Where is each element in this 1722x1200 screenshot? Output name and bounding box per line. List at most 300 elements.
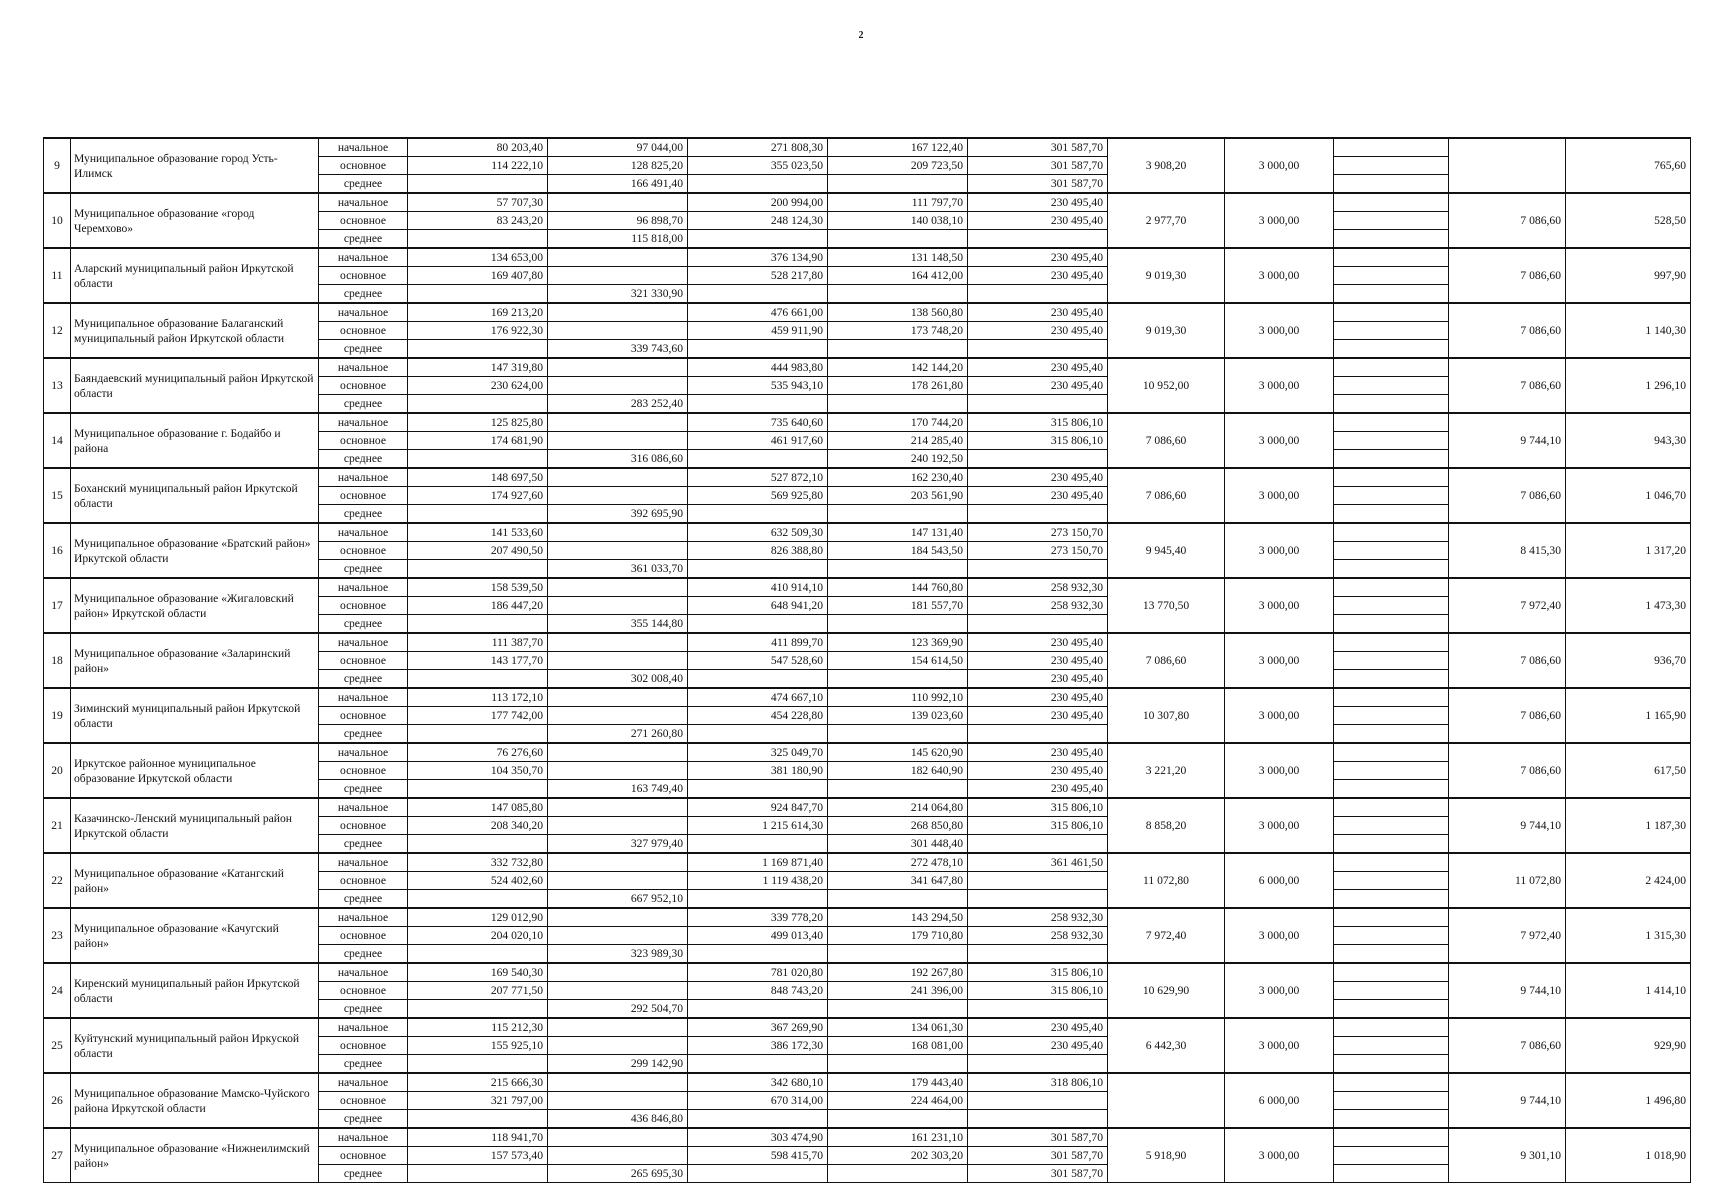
value-cell-c2: 323 989,30 [548, 944, 688, 963]
value-cell-c1: 215 666,30 [408, 1073, 548, 1092]
summary-cell-c7: 3 000,00 [1225, 468, 1334, 523]
value-cell-c1 [408, 669, 548, 688]
municipality-name: Зиминский муниципальный район Иркутской области [71, 688, 319, 743]
value-cell-c2 [548, 872, 688, 890]
value-cell-c5 [968, 504, 1108, 523]
value-cell-c4: 170 744,20 [828, 413, 968, 432]
value-cell-c1: 208 340,20 [408, 817, 548, 835]
row-number: 27 [44, 1128, 71, 1183]
value-cell-c1 [408, 559, 548, 578]
value-cell-c2: 339 743,60 [548, 339, 688, 358]
summary-cell-c9: 7 086,60 [1449, 1018, 1566, 1073]
inner-box [1334, 414, 1448, 432]
summary-cell-c7: 3 000,00 [1225, 358, 1334, 413]
value-cell-c5: 273 150,70 [968, 523, 1108, 542]
value-cell-c2: 436 846,80 [548, 1109, 688, 1128]
value-cell-c1 [408, 1165, 548, 1183]
education-level: основное [319, 652, 408, 670]
summary-cell-c10: 936,70 [1566, 633, 1691, 688]
value-cell-c4: 123 369,90 [828, 633, 968, 652]
summary-cell-c10: 929,90 [1566, 1018, 1691, 1073]
row-number: 18 [44, 633, 71, 688]
value-cell-c1: 114 222,10 [408, 157, 548, 175]
inner-box [1334, 542, 1448, 560]
education-level: среднее [319, 229, 408, 248]
inner-box [1334, 835, 1448, 852]
summary-cell-c9: 9 744,10 [1449, 963, 1566, 1018]
value-cell-c5 [968, 999, 1108, 1018]
value-cell-c1 [408, 1109, 548, 1128]
value-cell-c2 [548, 542, 688, 560]
value-cell-c4: 134 061,30 [828, 1018, 968, 1037]
value-cell-c2 [548, 578, 688, 597]
summary-cell-c9: 7 086,60 [1449, 248, 1566, 303]
summary-cell-c9: 7 086,60 [1449, 688, 1566, 743]
value-cell-c2 [548, 597, 688, 615]
value-cell-c5 [968, 284, 1108, 303]
row-number: 25 [44, 1018, 71, 1073]
value-cell-c5: 318 806,10 [968, 1073, 1108, 1092]
value-cell-c1: 113 172,10 [408, 688, 548, 707]
summary-cell-c6: 3 221,20 [1108, 743, 1225, 798]
inner-box [1334, 652, 1448, 670]
value-cell-c3: 1 169 871,40 [688, 853, 828, 872]
inner-box [1334, 395, 1448, 412]
value-cell-c1: 104 350,70 [408, 762, 548, 780]
value-cell-c5 [968, 889, 1108, 908]
value-cell-c3: 1 215 614,30 [688, 817, 828, 835]
value-cell-c1: 147 319,80 [408, 358, 548, 377]
municipality-name: Муниципальное образование «Жигаловский район» Иркутской области [71, 578, 319, 633]
inner-box [1334, 432, 1448, 450]
table-body [44, 138, 1691, 1183]
value-cell-c3: 411 899,70 [688, 633, 828, 652]
summary-cell-c7: 3 000,00 [1225, 248, 1334, 303]
value-cell-c5 [968, 394, 1108, 413]
education-level: среднее [319, 339, 408, 358]
summary-cell-c6: 3 908,20 [1108, 138, 1225, 193]
value-cell-c5: 230 495,40 [968, 688, 1108, 707]
value-cell-c5: 230 495,40 [968, 707, 1108, 725]
value-cell-c2 [548, 193, 688, 212]
value-cell-c1: 155 925,10 [408, 1037, 548, 1055]
inner-box [1334, 872, 1448, 890]
value-cell-c2: 292 504,70 [548, 999, 688, 1018]
value-cell-c3 [688, 339, 828, 358]
summary-cell-c10: 1 496,80 [1566, 1073, 1691, 1128]
value-cell-c5: 230 495,40 [968, 633, 1108, 652]
row-number: 17 [44, 578, 71, 633]
summary-cell-c7: 3 000,00 [1225, 688, 1334, 743]
inner-box-cell [1334, 1018, 1449, 1073]
value-cell-c3: 781 020,80 [688, 963, 828, 982]
value-cell-c5 [968, 834, 1108, 853]
value-cell-c1: 118 941,70 [408, 1128, 548, 1147]
value-cell-c3: 547 528,60 [688, 652, 828, 670]
value-cell-c3: 367 269,90 [688, 1018, 828, 1037]
education-level: среднее [319, 449, 408, 468]
value-cell-c5: 230 495,40 [968, 779, 1108, 798]
summary-cell-c10: 765,60 [1566, 138, 1691, 193]
inner-box-cell [1334, 523, 1449, 578]
value-cell-c2: 271 260,80 [548, 724, 688, 743]
value-cell-c1 [408, 834, 548, 853]
value-cell-c3: 342 680,10 [688, 1073, 828, 1092]
value-cell-c2 [548, 1128, 688, 1147]
value-cell-c3: 355 023,50 [688, 157, 828, 175]
inner-box-cell [1334, 1128, 1449, 1183]
inner-box [1334, 597, 1448, 615]
education-level: среднее [319, 284, 408, 303]
value-cell-c2 [548, 1018, 688, 1037]
value-cell-c1: 129 012,90 [408, 908, 548, 927]
table-row [44, 798, 1691, 817]
inner-box [1334, 762, 1448, 780]
inner-box [1334, 1037, 1448, 1055]
value-cell-c4: 168 081,00 [828, 1037, 968, 1055]
value-cell-c3: 461 917,60 [688, 432, 828, 450]
summary-cell-c9: 11 072,80 [1449, 853, 1566, 908]
education-level: среднее [319, 504, 408, 523]
value-cell-c4: 145 620,90 [828, 743, 968, 762]
education-level: начальное [319, 248, 408, 267]
value-cell-c2 [548, 853, 688, 872]
summary-cell-c10: 1 317,20 [1566, 523, 1691, 578]
summary-cell-c7: 3 000,00 [1225, 633, 1334, 688]
row-number: 11 [44, 248, 71, 303]
value-cell-c2 [548, 633, 688, 652]
value-cell-c3: 924 847,70 [688, 798, 828, 817]
value-cell-c3: 444 983,80 [688, 358, 828, 377]
value-cell-c5: 301 587,70 [968, 174, 1108, 193]
summary-cell-c7: 6 000,00 [1225, 1073, 1334, 1128]
municipality-name: Муниципальное образование «Нижнеилимский район» [71, 1128, 319, 1183]
value-cell-c4: 162 230,40 [828, 468, 968, 487]
value-cell-c3: 459 911,90 [688, 322, 828, 340]
education-level: начальное [319, 798, 408, 817]
value-cell-c3: 527 872,10 [688, 468, 828, 487]
summary-cell-c6: 9 019,30 [1108, 248, 1225, 303]
inner-box [1334, 560, 1448, 577]
summary-cell-c6: 7 086,60 [1108, 413, 1225, 468]
value-cell-c2: 361 033,70 [548, 559, 688, 578]
value-cell-c4: 173 748,20 [828, 322, 968, 340]
value-cell-c1 [408, 339, 548, 358]
value-cell-c3: 632 509,30 [688, 523, 828, 542]
summary-cell-c7: 3 000,00 [1225, 413, 1334, 468]
value-cell-c5 [968, 449, 1108, 468]
value-cell-c2: 96 898,70 [548, 212, 688, 230]
value-cell-c2 [548, 982, 688, 1000]
value-cell-c5: 361 461,50 [968, 853, 1108, 872]
value-cell-c1: 143 177,70 [408, 652, 548, 670]
summary-cell-c6: 10 307,80 [1108, 688, 1225, 743]
inner-box [1334, 670, 1448, 687]
value-cell-c5: 301 587,70 [968, 1147, 1108, 1165]
value-cell-c3 [688, 669, 828, 688]
value-cell-c3 [688, 449, 828, 468]
value-cell-c4: 138 560,80 [828, 303, 968, 322]
inner-box-cell [1334, 688, 1449, 743]
municipal-data-table [43, 137, 1691, 1183]
inner-box [1334, 909, 1448, 927]
summary-cell-c9: 7 086,60 [1449, 468, 1566, 523]
value-cell-c2 [548, 303, 688, 322]
education-level: начальное [319, 1018, 408, 1037]
education-level: основное [319, 982, 408, 1000]
value-cell-c5: 230 495,40 [968, 377, 1108, 395]
value-cell-c5: 315 806,10 [968, 963, 1108, 982]
value-cell-c3: 474 667,10 [688, 688, 828, 707]
summary-cell-c10: 1 018,90 [1566, 1128, 1691, 1183]
value-cell-c2: 302 008,40 [548, 669, 688, 688]
inner-box [1334, 450, 1448, 467]
education-level: основное [319, 707, 408, 725]
municipality-name: Муниципальное образование «Заларинский район» [71, 633, 319, 688]
row-number: 16 [44, 523, 71, 578]
value-cell-c2 [548, 1147, 688, 1165]
summary-cell-c9 [1449, 138, 1566, 193]
value-cell-c5: 230 495,40 [968, 1037, 1108, 1055]
municipality-name: Киренский муниципальный район Иркутской области [71, 963, 319, 1018]
value-cell-c3: 648 941,20 [688, 597, 828, 615]
summary-cell-c6: 8 858,20 [1108, 798, 1225, 853]
summary-cell-c7: 3 000,00 [1225, 578, 1334, 633]
value-cell-c5 [968, 1109, 1108, 1128]
value-cell-c1: 125 825,80 [408, 413, 548, 432]
row-number: 13 [44, 358, 71, 413]
value-cell-c1: 204 020,10 [408, 927, 548, 945]
education-level: основное [319, 1092, 408, 1110]
value-cell-c4: 182 640,90 [828, 762, 968, 780]
value-cell-c4: 111 797,70 [828, 193, 968, 212]
value-cell-c5 [968, 872, 1108, 890]
table-row [44, 578, 1691, 597]
inner-box [1334, 175, 1448, 192]
inner-box [1334, 945, 1448, 962]
summary-cell-c10: 1 046,70 [1566, 468, 1691, 523]
inner-box [1334, 725, 1448, 742]
summary-cell-c9: 7 086,60 [1449, 633, 1566, 688]
value-cell-c4 [828, 174, 968, 193]
value-cell-c1: 169 213,20 [408, 303, 548, 322]
value-cell-c5: 301 587,70 [968, 157, 1108, 175]
value-cell-c5: 230 495,40 [968, 743, 1108, 762]
municipality-name: Куйтунский муниципальный район Иркуской области [71, 1018, 319, 1073]
inner-box [1334, 249, 1448, 267]
value-cell-c5: 258 932,30 [968, 927, 1108, 945]
value-cell-c5: 230 495,40 [968, 248, 1108, 267]
education-level: основное [319, 157, 408, 175]
value-cell-c3: 271 808,30 [688, 138, 828, 157]
inner-box [1334, 230, 1448, 247]
education-level: основное [319, 1037, 408, 1055]
summary-cell-c6: 13 770,50 [1108, 578, 1225, 633]
value-cell-c4: 214 285,40 [828, 432, 968, 450]
education-level: начальное [319, 1073, 408, 1092]
education-level: основное [319, 487, 408, 505]
summary-cell-c9: 9 744,10 [1449, 1073, 1566, 1128]
inner-box [1334, 927, 1448, 945]
municipality-name: Муниципальное образование «Братский район» Иркутской области [71, 523, 319, 578]
inner-box [1334, 1055, 1448, 1072]
inner-box-cell [1334, 193, 1449, 248]
row-number: 9 [44, 138, 71, 193]
value-cell-c1: 141 533,60 [408, 523, 548, 542]
value-cell-c3: 248 124,30 [688, 212, 828, 230]
education-level: среднее [319, 174, 408, 193]
value-cell-c3 [688, 724, 828, 743]
value-cell-c1 [408, 779, 548, 798]
row-number: 23 [44, 908, 71, 963]
value-cell-c2 [548, 963, 688, 982]
value-cell-c2 [548, 927, 688, 945]
value-cell-c3: 735 640,60 [688, 413, 828, 432]
row-number: 14 [44, 413, 71, 468]
value-cell-c3: 598 415,70 [688, 1147, 828, 1165]
education-level: среднее [319, 614, 408, 633]
education-level: начальное [319, 138, 408, 157]
education-level: основное [319, 432, 408, 450]
education-level: начальное [319, 358, 408, 377]
value-cell-c1: 111 387,70 [408, 633, 548, 652]
value-cell-c2: 166 491,40 [548, 174, 688, 193]
value-cell-c5: 230 495,40 [968, 762, 1108, 780]
table-row [44, 1018, 1691, 1037]
inner-box [1334, 505, 1448, 522]
value-cell-c4: 181 557,70 [828, 597, 968, 615]
value-cell-c3: 1 119 438,20 [688, 872, 828, 890]
value-cell-c1: 321 797,00 [408, 1092, 548, 1110]
value-cell-c5: 230 495,40 [968, 358, 1108, 377]
value-cell-c3 [688, 614, 828, 633]
table-row [44, 468, 1691, 487]
inner-box [1334, 212, 1448, 230]
table-row [44, 303, 1691, 322]
value-cell-c3: 848 743,20 [688, 982, 828, 1000]
inner-box [1334, 744, 1448, 762]
value-cell-c2 [548, 652, 688, 670]
value-cell-c3 [688, 174, 828, 193]
education-level: основное [319, 267, 408, 285]
value-cell-c1: 332 732,80 [408, 853, 548, 872]
value-cell-c1: 147 085,80 [408, 798, 548, 817]
row-number: 22 [44, 853, 71, 908]
inner-box-cell [1334, 578, 1449, 633]
value-cell-c4: 167 122,40 [828, 138, 968, 157]
education-level: основное [319, 377, 408, 395]
value-cell-c4 [828, 559, 968, 578]
value-cell-c5 [968, 944, 1108, 963]
education-level: основное [319, 927, 408, 945]
education-level: начальное [319, 743, 408, 762]
inner-box-cell [1334, 303, 1449, 358]
value-cell-c5 [968, 724, 1108, 743]
inner-box [1334, 340, 1448, 357]
summary-cell-c9: 7 086,60 [1449, 193, 1566, 248]
education-level: среднее [319, 394, 408, 413]
summary-cell-c9: 7 086,60 [1449, 743, 1566, 798]
education-level: среднее [319, 724, 408, 743]
inner-box [1334, 1019, 1448, 1037]
table-row [44, 743, 1691, 762]
inner-box [1334, 634, 1448, 652]
value-cell-c4: 179 443,40 [828, 1073, 968, 1092]
inner-box [1334, 1129, 1448, 1147]
value-cell-c1 [408, 724, 548, 743]
summary-cell-c7: 3 000,00 [1225, 743, 1334, 798]
value-cell-c4: 110 992,10 [828, 688, 968, 707]
education-level: начальное [319, 1128, 408, 1147]
education-level: начальное [319, 578, 408, 597]
inner-box-cell [1334, 138, 1449, 193]
value-cell-c5: 301 587,70 [968, 1165, 1108, 1183]
value-cell-c5: 230 495,40 [968, 1018, 1108, 1037]
row-number: 21 [44, 798, 71, 853]
summary-cell-c9: 9 744,10 [1449, 413, 1566, 468]
value-cell-c4 [828, 504, 968, 523]
summary-cell-c10: 2 424,00 [1566, 853, 1691, 908]
value-cell-c4: 209 723,50 [828, 157, 968, 175]
value-cell-c3 [688, 1165, 828, 1183]
summary-cell-c6: 11 072,80 [1108, 853, 1225, 908]
value-cell-c4: 143 294,50 [828, 908, 968, 927]
value-cell-c5: 230 495,40 [968, 652, 1108, 670]
inner-box-cell [1334, 358, 1449, 413]
value-cell-c3: 528 217,80 [688, 267, 828, 285]
value-cell-c5 [968, 1054, 1108, 1073]
value-cell-c3 [688, 559, 828, 578]
value-cell-c2 [548, 1073, 688, 1092]
summary-cell-c7: 3 000,00 [1225, 523, 1334, 578]
summary-cell-c10: 1 296,10 [1566, 358, 1691, 413]
row-number: 24 [44, 963, 71, 1018]
education-level: начальное [319, 963, 408, 982]
municipality-name: Муниципальное образование город Усть-Илимск [71, 138, 319, 193]
inner-box [1334, 194, 1448, 212]
table-row [44, 248, 1691, 267]
value-cell-c2 [548, 743, 688, 762]
value-cell-c5: 230 495,40 [968, 303, 1108, 322]
inner-box [1334, 1110, 1448, 1127]
value-cell-c3: 569 925,80 [688, 487, 828, 505]
education-level: начальное [319, 688, 408, 707]
education-level: начальное [319, 908, 408, 927]
value-cell-c2: 283 252,40 [548, 394, 688, 413]
summary-cell-c6: 7 972,40 [1108, 908, 1225, 963]
value-cell-c4: 164 412,00 [828, 267, 968, 285]
inner-box-cell [1334, 908, 1449, 963]
value-cell-c2 [548, 358, 688, 377]
value-cell-c3: 535 943,10 [688, 377, 828, 395]
value-cell-c5: 230 495,40 [968, 267, 1108, 285]
inner-box [1334, 377, 1448, 395]
summary-cell-c6: 9 945,40 [1108, 523, 1225, 578]
value-cell-c4: 241 396,00 [828, 982, 968, 1000]
value-cell-c2 [548, 413, 688, 432]
table-row [44, 908, 1691, 927]
summary-cell-c9: 7 086,60 [1449, 358, 1566, 413]
education-level: среднее [319, 1109, 408, 1128]
inner-box [1334, 304, 1448, 322]
row-number: 15 [44, 468, 71, 523]
inner-box [1334, 854, 1448, 872]
municipality-name: Баяндаевский муниципальный район Иркутской области [71, 358, 319, 413]
summary-cell-c7: 3 000,00 [1225, 798, 1334, 853]
municipality-name: Муниципальное образование г. Бодайбо и района [71, 413, 319, 468]
value-cell-c4: 272 478,10 [828, 853, 968, 872]
value-cell-c2 [548, 432, 688, 450]
